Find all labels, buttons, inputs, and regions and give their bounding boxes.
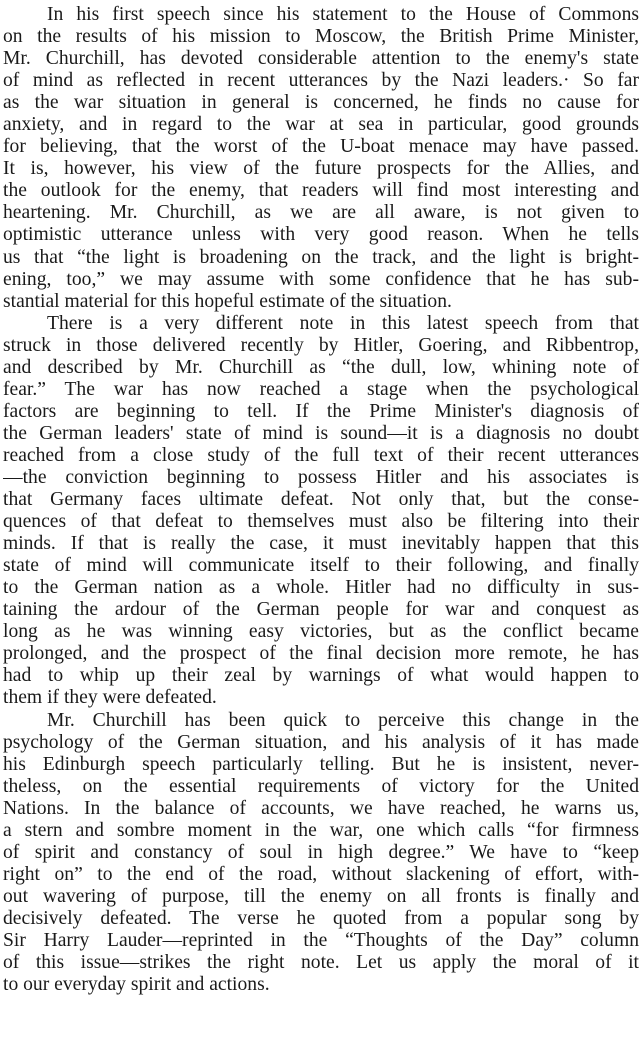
text-line: long as he was winning easy victories, but as the conflict became [3, 621, 639, 643]
text-line: and described by Mr. Churchill as “the dull, low, whining note of [3, 356, 639, 378]
text-line: them if they were defeated. [3, 687, 217, 709]
text-line: psychology of the German situation, and his analysis of it has made [3, 731, 639, 753]
text-line: Nations. In the balance of accounts, we have reached, he warns us, [3, 797, 639, 819]
text-line: on the results of his mission to Moscow, the British Prime Minister, [3, 26, 639, 48]
paragraph-1 [3, 4, 639, 313]
text-line: minds. If that is really the case, it must inevitably happen that this [3, 533, 639, 555]
text-line: In his first speech since his statement to the House of Commons [47, 4, 639, 25]
text-line: Mr. Churchill has been quick to perceive this change in the [47, 709, 639, 731]
text-line: to the German nation as a whole. Hitler had no difficulty in sus- [3, 577, 639, 599]
text-line: right on” to the end of the road, without slackening of effort, with- [3, 863, 639, 885]
paragraph-2 [3, 313, 639, 710]
text-line: of this issue—strikes the right note. Let us apply the moral of it [3, 952, 639, 974]
text-line: a stern and sombre moment in the war, one which calls “for firmness [3, 819, 639, 841]
text-line: reached from a close study of the full text of their recent utterances [3, 444, 639, 466]
text-line: decisively defeated. The verse he quoted from a popular song by [3, 907, 639, 929]
text-line: us that “the light is broadening on the track, and the light is bright- [3, 246, 639, 268]
article-body [3, 4, 639, 996]
text-line: factors are beginning to tell. If the Prime Minister's diagnosis of [3, 400, 639, 422]
text-line: as the war situation in general is concerned, he finds no cause for [3, 92, 639, 114]
text-line: of mind as reflected in recent utterances by the Nazi leaders.· So far [3, 70, 639, 92]
text-line: that Germany faces ultimate defeat. Not only that, but the conse- [3, 489, 639, 511]
text-line: out wavering of purpose, till the enemy on all fronts is finally and [3, 885, 639, 907]
text-line: theless, on the essential requirements of victory for the United [3, 775, 639, 797]
text-line: There is a very different note in this latest speech from that [47, 312, 639, 334]
text-line: prolonged, and the prospect of the final decision more remote, he has [3, 643, 639, 665]
text-line: ening, too,” we may assume with some confidence that he has sub- [3, 268, 639, 290]
text-line: taining the ardour of the German people for war and conquest as [3, 599, 639, 621]
text-line: state of mind will communicate itself to their following, and finally [3, 555, 639, 577]
text-line: quences of that defeat to themselves must also be filtering into their [3, 511, 639, 533]
paragraph-3 [3, 710, 639, 997]
text-line: optimistic utterance unless with very good reason. When he tells [3, 224, 639, 246]
text-line: the outlook for the enemy, that readers will find most interesting and [3, 180, 639, 202]
text-line: heartening. Mr. Churchill, as we are all aware, is not given to [3, 202, 639, 224]
text-line: fear.” The war has now reached a stage when the psychological [3, 378, 639, 400]
text-line: —the conviction beginning to possess Hitler and his associates is [3, 466, 639, 488]
text-line: for believing, that the worst of the U-boat menace may have passed. [3, 136, 639, 158]
text-line: of spirit and constancy of soul in high degree.” We have to “keep [3, 841, 639, 863]
text-line: the German leaders' state of mind is sound—it is a diagnosis no doubt [3, 422, 639, 444]
text-line: It is, however, his view of the future prospects for the Allies, and [3, 158, 639, 180]
text-line: stantial material for this hopeful estimate of the situation. [3, 290, 452, 312]
text-line: to our everyday spirit and actions. [3, 974, 270, 996]
text-line: had to whip up their zeal by warnings of what would happen to [3, 665, 639, 687]
text-line: Sir Harry Lauder—reprinted in the “Thoughts of the Day” column [3, 929, 639, 951]
text-line: his Edinburgh speech particularly telling. But he is insistent, never- [3, 753, 639, 775]
text-line: Mr. Churchill, has devoted considerable attention to the enemy's state [3, 48, 639, 70]
text-line: anxiety, and in regard to the war at sea in particular, good grounds [3, 114, 639, 136]
text-line: struck in those delivered recently by Hitler, Goering, and Ribbentrop, [3, 334, 639, 356]
